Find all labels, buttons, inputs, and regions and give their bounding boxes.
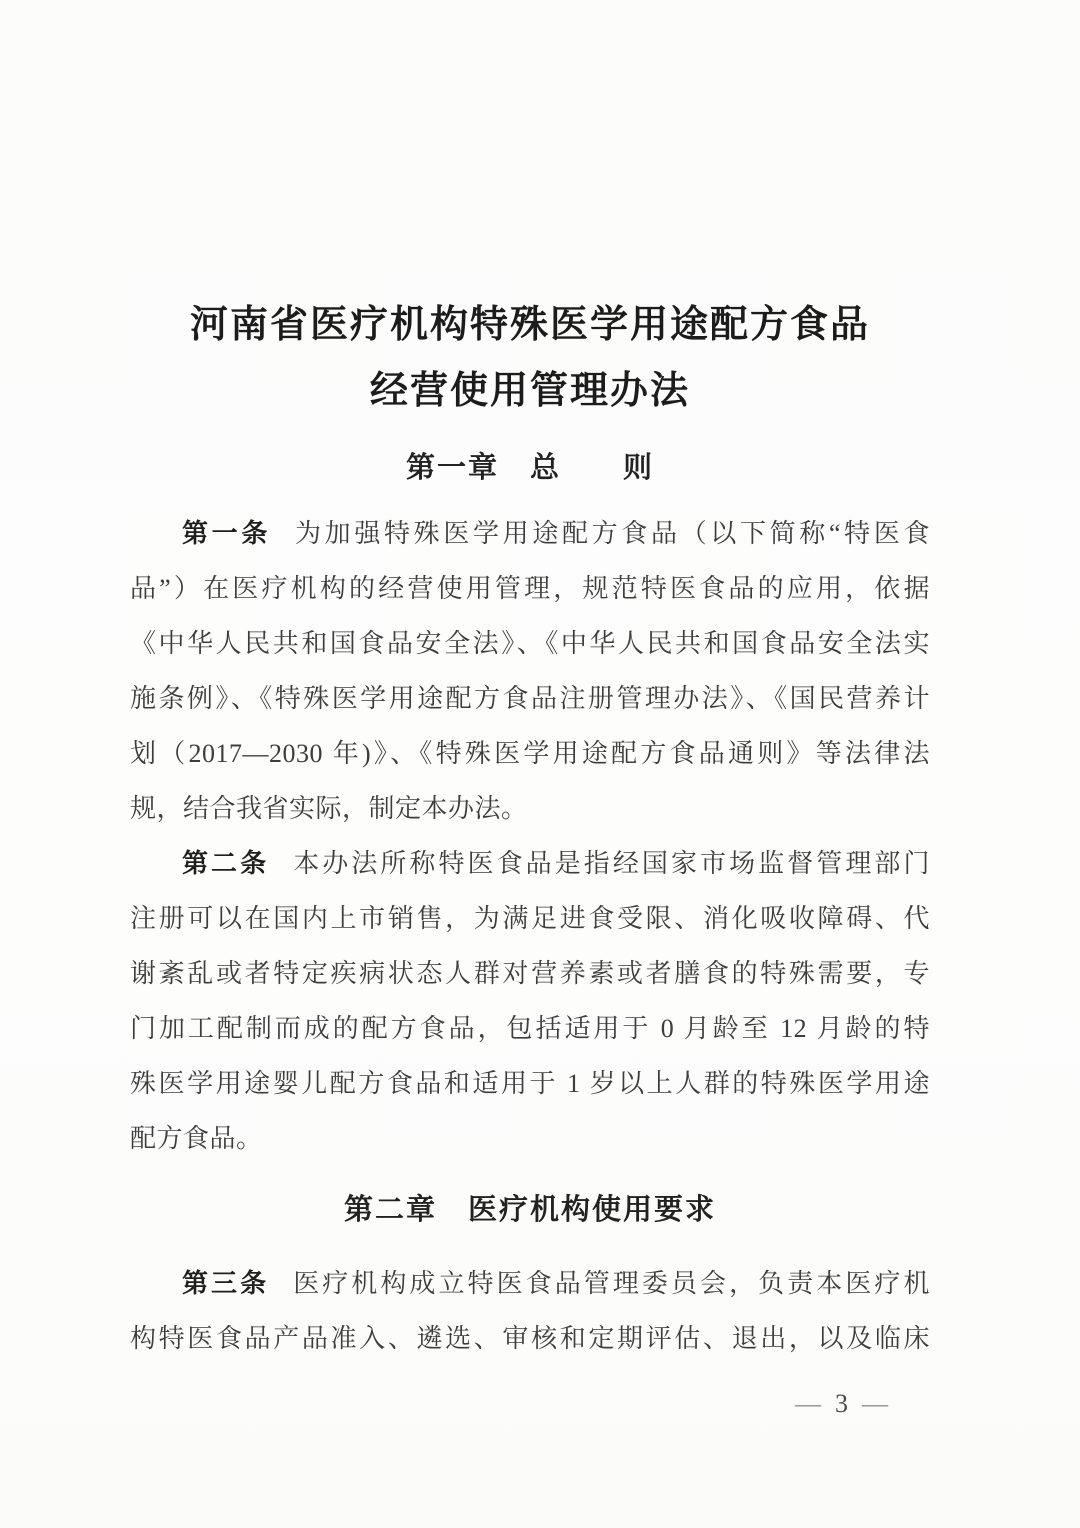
body-line: 殊医学用途婴儿配方食品和适用于 1 岁以上人群的特殊医学用途 [130, 1069, 930, 1098]
body-line: 划（2017—2030 年)》、《特殊医学用途配方食品通则》等法律法 [130, 739, 930, 768]
document-body [130, 436, 930, 1366]
body-line: 配方食品。 [130, 1124, 263, 1153]
page-number-footer [781, 1388, 902, 1420]
body-line: 构特医食品产品准入、遴选、审核和定期评估、退出，以及临床 [130, 1324, 930, 1353]
body-line: 谢紊乱或者特定疾病状态人群对营养素或者膳食的特殊需要，专 [130, 959, 930, 988]
body-line: 门加工配制而成的配方食品，包括适用于 0 月龄至 12 月龄的特 [130, 1014, 930, 1043]
article-number: 第二条 [182, 848, 270, 878]
body-line [130, 836, 930, 891]
body-block [130, 506, 930, 1166]
body-line-text: 医疗机构成立特医食品管理委员会，负责本医疗机 [293, 1269, 930, 1298]
footer-left-dash: — [795, 1389, 821, 1418]
chapter-heading: 第二章 医疗机构使用要求 [343, 1194, 716, 1226]
chapter-heading: 第一章 总 则 [405, 452, 654, 484]
footer-right-dash: — [862, 1389, 888, 1418]
body-line: 规，结合我省实际，制定本办法。 [130, 794, 528, 823]
body-line-text: 为加强特殊医学用途配方食品（以下简称“特医食 [295, 519, 930, 548]
body-line [130, 506, 930, 561]
article-number: 第一条 [182, 518, 271, 548]
article-number: 第三条 [182, 1268, 270, 1298]
body-line: 《中华人民共和国食品安全法》、《中华人民共和国食品安全法实 [130, 629, 930, 658]
body-line: 施条例》、《特殊医学用途配方食品注册管理办法》、《国民营养计 [130, 684, 930, 713]
document-title-line2: 经营使用管理办法 [369, 370, 690, 412]
document-title-line1: 河南省医疗机构特殊医学用途配方食品 [189, 304, 870, 346]
body-block [130, 1256, 930, 1366]
body-line [130, 1256, 930, 1311]
page-number: 3 [835, 1389, 848, 1418]
body-line: 品”）在医疗机构的经营使用管理，规范特医食品的应用，依据 [130, 574, 930, 603]
body-line: 注册可以在国内上市销售，为满足进食受限、消化吸收障碍、代 [130, 904, 930, 933]
body-line-text: 本办法所称特医食品是指经国家市场监督管理部门 [293, 849, 930, 878]
